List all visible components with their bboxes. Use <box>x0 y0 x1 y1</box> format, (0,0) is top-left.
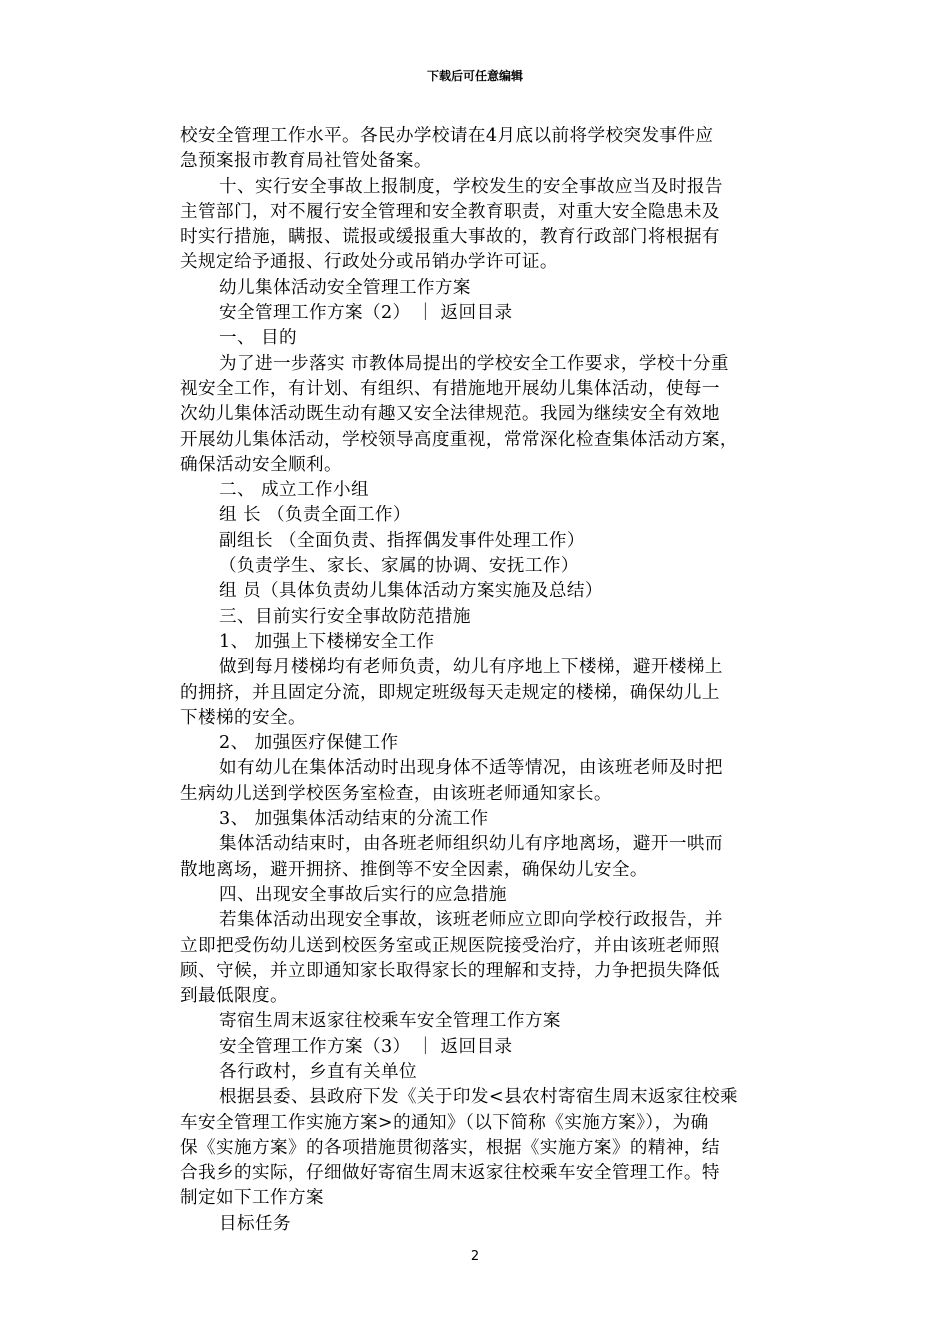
text-line: 安全管理工作方案（2） ｜ 返回目录 <box>219 303 513 324</box>
text-line: 三、目前实行安全事故防范措施 <box>219 606 471 627</box>
document-body <box>180 124 772 1237</box>
text-line: 视安全工作，有计划、有组织、有措施地开展幼儿集体活动，使每一 <box>180 378 720 399</box>
text-line: 目标任务 <box>219 1213 291 1234</box>
text-line: 寄宿生周末返家往校乘车安全管理工作方案 <box>219 1011 561 1032</box>
text-line: 时实行措施，瞒报、谎报或缓报重大事故的，教育行政部门将根据有 <box>180 227 720 248</box>
text-line: （负责学生、家长、家属的协调、安抚工作） <box>219 556 579 577</box>
text-line: 根据县委、县政府下发《关于印发<县农村寄宿生周末返家往校乘 <box>219 1087 738 1108</box>
text-line: 四、出现安全事故后实行的应急措施 <box>219 884 507 905</box>
text-line: 保《实施方案》的各项措施贯彻落实，根据《实施方案》的精神，结 <box>180 1137 720 1158</box>
text-line: 制定如下工作方案 <box>180 1188 324 1209</box>
text-line: 关规定给予通报、行政处分或吊销办学许可证。 <box>180 252 558 273</box>
text-line: 次幼儿集体活动既生动有趣又安全法律规范。我园为继续安全有效地 <box>180 404 720 425</box>
text-line: 如有幼儿在集体活动时出现身体不适等情况，由该班老师及时把 <box>219 758 723 779</box>
text-line: 2、 加强医疗保健工作 <box>219 733 399 754</box>
text-line: 一、 目的 <box>219 328 297 349</box>
text-line: 集体活动结束时，由各班老师组织幼儿有序地离场，避开一哄而 <box>219 834 723 855</box>
text-line: 做到每月楼梯均有老师负责，幼儿有序地上下楼梯，避开楼梯上 <box>219 657 723 678</box>
text-line: 急预案报市教育局社管处备案。 <box>180 151 432 172</box>
text-line: 主管部门，对不履行安全管理和安全教育职责，对重大安全隐患未及 <box>180 201 720 222</box>
text-line: 下楼梯的安全。 <box>180 707 306 728</box>
text-line: 幼儿集体活动安全管理工作方案 <box>219 277 471 298</box>
text-line: 到最低限度。 <box>180 986 288 1007</box>
text-line: 散地离场，避开拥挤、推倒等不安全因素，确保幼儿安全。 <box>180 859 648 880</box>
page-number: 2 <box>470 1249 480 1264</box>
text-line: 安全管理工作方案（3） ｜ 返回目录 <box>219 1036 513 1057</box>
text-line: 生病幼儿送到学校医务室检查，由该班老师通知家长。 <box>180 783 612 804</box>
text-line: 开展幼儿集体活动，学校领导高度重视，常常深化检查集体活动方案， <box>180 429 738 450</box>
text-line: 车安全管理工作实施方案>的通知》（以下简称《实施方案》），为确 <box>180 1112 709 1133</box>
text-line: 的拥挤，并且固定分流，即规定班级每天走规定的楼梯，确保幼儿上 <box>180 682 720 703</box>
text-line: 3、 加强集体活动结束的分流工作 <box>219 809 489 830</box>
text-line: 1、 加强上下楼梯安全工作 <box>219 631 435 652</box>
text-line: 顾、守候，并立即通知家长取得家长的理解和支持，力争把损失降低 <box>180 960 720 981</box>
text-line: 立即把受伤幼儿送到校医务室或正规医院接受治疗，并由该班老师照 <box>180 935 720 956</box>
page-header: 下载后可任意编辑 <box>426 69 523 83</box>
text-line: 为了进一步落实 市教体局提出的学校安全工作要求，学校十分重 <box>219 353 729 374</box>
text-line: 组 员（具体负责幼儿集体活动方案实施及总结） <box>219 581 603 602</box>
text-line: 各行政村，乡直有关单位 <box>219 1061 417 1082</box>
text-line: 十、实行安全事故上报制度，学校发生的安全事故应当及时报告 <box>219 176 723 197</box>
text-line: 副组长 （全面负责、指挥偶发事件处理工作） <box>219 530 585 551</box>
text-line: 若集体活动出现安全事故，该班老师应立即向学校行政报告，并 <box>219 910 723 931</box>
text-line: 二、 成立工作小组 <box>219 480 369 501</box>
text-line: 校安全管理工作水平。各民办学校请在4月底以前将学校突发事件应 <box>180 126 714 146</box>
text-line: 确保活动安全顺利。 <box>180 454 342 475</box>
text-line: 组 长 （负责全面工作） <box>219 505 411 526</box>
text-line: 合我乡的实际，仔细做好寄宿生周末返家往校乘车安全管理工作。特 <box>180 1163 720 1184</box>
